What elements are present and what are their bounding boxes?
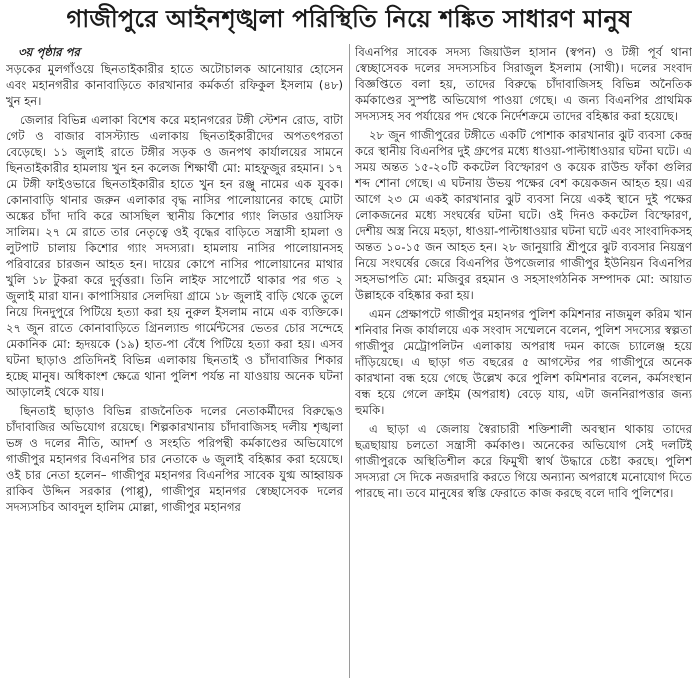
jump-line: ৩য় পৃষ্ঠার পর [18,45,80,59]
paragraph: এমন প্রেক্ষাপটে গাজীপুর মহানগর পুলিশ কমিশনার নাজমুল করিম খান শনিবার নিজ কার্যালয়ে এক সংবাদ সম্মেলনে বলেন, পুলিশ সদস্যের স্বল্পতা গাজীপুর মেট্রোপলিটন এলাকায় অপরাধ দমন কাজে চ্যালেঞ্জ হয়ে দাঁড়িয়েছে। এ ছাড়া গত বছরের ৫ আগস্টের পর গাজীপুরে অনেক কারখানা বন্ধ হয়ে গেছে উল্লেখ করে পুলিশ কমিশনার বলেন, কর্মসংস্থান বন্ধ হয়ে গেলে ক্রাইম (অপরাধ) বেড়ে যায়, এটা জননিরাপত্তার জন্য হুমকি। [355,307,692,417]
article-body [6,44,692,678]
column-left [6,44,343,678]
column-right [355,44,692,678]
paragraph: এ ছাড়া এ জেলায় স্বৈরাচারী শক্তিশালী অবস্থান থাকায় তাদের ছত্রছায়ায় চলতো সন্ত্রাসী কর্মকাণ্ড। অনেকের অভিযোগ সেই দলটিই গাজীপুরকে অস্থিতিশীল করে ফিমুখী স্বার্থ উদ্ধারে চেষ্টা করছে। পুলিশ সদস্যরা সে দিকে নজরদারি করতে গিয়ে অন্যান্য অপরাধে মনোযোগ দিতে পারছে না। তবে মানুষের স্বস্তি ফেরাতে কাজ করছে বলে দাবি পুলিশের। [355,422,692,500]
article-headline: গাজীপুরে আইনশৃঙ্খলা পরিস্থিতি নিয়ে শঙ্কিত সাধারণ মানুষ [66,5,632,33]
paragraph: ছিনতাই ছাড়াও বিভিন্ন রাজনৈতিক দলের নেতাকর্মীদের বিরুদ্ধেও চাঁদাবাজির অভিযোগ রয়েছে। শিল্পকারখানায় চাঁদাবাজিসহ দলীয় শৃঙ্খলা ভঙ্গ ও দলের নীতি, আদর্শ ও সংহতি পরিপন্থী কর্মকাণ্ডের অভিযোগে গাজীপুর মহানগর বিএনপির চার নেতাকে ৬ জুলাই বহিষ্কার করা হয়েছে। ওই চার নেতা হলেন– গাজীপুর মহানগর বিএনপির সাবেক যুগ্ম আহ্বায়ক রাকিব উদ্দিন সরকার (পাপ্পু), গাজীপুর মহানগর স্বেচ্ছাসেবক দলের সদস্যসচিব আবদুল হালিম মোল্লা, গাজীপুর মহানগর [6,404,343,514]
paragraph: সড়কের মুলগাঁওয়ে ছিনতাইকারীর হাতে অটোচালক আনোয়ার হোসেন এবং মহানগরীর কানাবাড়িতে কারখানার কর্মকর্তা রফিকুল ইসলাম (৪৮) খুন হন। [6,62,343,108]
paragraph: জেলার বিভিন্ন এলাকা বিশেষ করে মহানগরের টঙ্গী স্টেশন রোড, বাটা গেট ও বাজার বাসস্ট্যান্ড এলাকায় ছিনতাইকারীদের অপতৎপরতা বেড়েছে। ১১ জুলাই রাতে টঙ্গীর সড়ক ও জনপথ কার্যালয়ের সামনে ছিনতাইকারীর হামলায় খুন হন কলেজ শিক্ষার্থী মো: মাহফুজুর রহমান। ১৭ মে টঙ্গী ফাইওভারে ছিনতাইকারীর হাতে খুন হন রঞ্জু নামের এক যুবক। কোনাবাড়ি থানার জরুন এলাকার বৃদ্ধ নাসির পালোয়ানের কাছে মোটা অঙ্কের চাঁদা দাবি করে আসছিল স্থানীয় কিশোর গ্যাং লিডার ওয়াসিফ সালিম। ২৭ মে রাতে তার নেতৃত্বে ওই বৃদ্ধের বাড়িতে সন্ত্রাসী হামলা ও লুটপাট চালায় কিশোর গ্যাং সদস্যরা। হামলায় নাসির পালোয়ানসহ পরিবারের চারজন আহত হন। দায়ের কোপে নাসির পালোয়ানের মাথার খুলি ১৮ টুকরা করে দুর্বৃত্তরা। তিনি লাইফ সাপোর্টে থাকার পর গত ২ জুলাই মারা যান। কাপাসিয়ার সেলদিয়া গ্রামে ১৮ জুলাই বাড়ি থেকে তুলে নিয়ে দিনদুপুরে পিটিয়ে হত্যা করা হয় নুরুল ইসলাম নামে এক ব্যক্তিকে। ২৭ জুন রাতে কোনাবাড়িতে গ্রিনল্যান্ড গার্মেন্টসের ভেতর চোর সন্দেহে মেকানিক মো: হৃদয়কে (১৯) হাত-পা বেঁধে পিটিয়ে হত্যা করা হয়। এসব ঘটনা ছাড়াও প্রতিদিনই বিভিন্ন এলাকায় ছিনতাই ও চাঁদাবাজির শিকার হচ্ছে মানুষ। অধিকাংশ ক্ষেত্রে থানা পুলিশ পর্যন্ত না যাওয়ায় অনেক ঘটনা আড়ালেই থেকে যায়। [6,113,343,399]
paragraph: বিএনপির সাবেক সদস্য জিয়াউল হাসান (স্বপন) ও টঙ্গী পূর্ব থানা স্বেচ্ছাসেবক দলের সদস্যসচিব সিরাজুল ইসলাম (সাথী)। দলের সংবাদ বিজ্ঞপ্তিতে বলা হয়, তাদের বিরুদ্ধে চাঁদাবাজিসহ বিভিন্ন অনৈতিক কর্মকাণ্ডের সুস্পষ্ট অভিযোগ পাওয়া গেছে। এ জন্য বিএনপির প্রাথমিক সদস্যসহ সব পর্যায়ের পদ থেকে নির্দেশক্রমে তাদের বহিষ্কার করা হয়েছে। [355,45,692,123]
column-divider [349,44,350,678]
paragraph: ২৮ জুন গাজীপুরের টঙ্গীতে একটি পোশাক কারখানার ঝুট ব্যবসা কেন্দ্র করে স্থানীয় বিএনপির দুই গ্রুপের মধ্যে ধাওয়া-পাল্টাধাওয়ার ঘটনা ঘটে। এ সময় অন্তত ১৫-২০টি ককটেল বিস্ফোরণ ও কয়েক রাউন্ড ফাঁকা গুলির শব্দ শোনা গেছে। এ ঘটনায় উভয় পক্ষের বেশ কয়েকজন আহত হয়। এর আগে ২৩ মে একই কারখানার ঝুট ব্যবসা নিয়ে একই স্থানে দুই পক্ষের লোকজনের মধ্যে সংঘর্ষের ঘটনা ঘটে। ওই দিনও ককটেল বিস্ফোরণ, দেশীয় অস্ত্র নিয়ে মহড়া, ধাওয়া-পাল্টাধাওয়ার ঘটনা ঘটে এবং সাংবাদিকসহ অন্তত ১০-১৫ জন আহত হন। ২৮ জানুয়ারি শ্রীপুরে ঝুট ব্যবসার নিয়ন্ত্রণ নিয়ে সংঘর্ষের জেরে বিএনপির উপজেলার গাজীপুর ইউনিয়ন বিএনপির সহসভাপতি মো: মজিবুর রহমান ও সহসাংগঠনিক সম্পাদক মো: আয়াত উল্লাহকে বহিষ্কার করা হয়। [355,128,692,302]
